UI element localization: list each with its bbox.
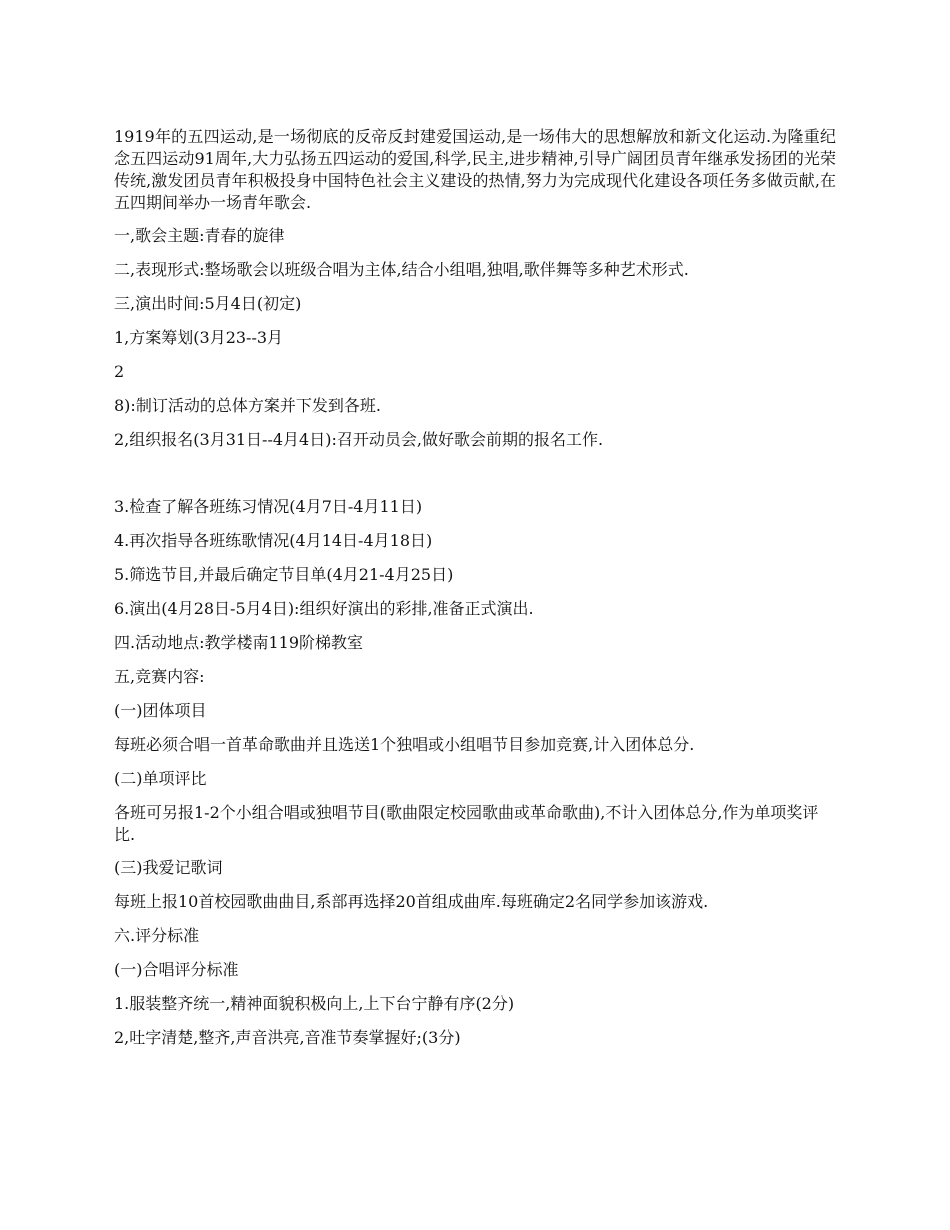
schedule-step-4: 4.再次指导各班练歌情况(4月14日-4月18日)	[114, 531, 433, 550]
schedule-step-1-part-b: 2	[114, 362, 125, 381]
schedule-step-1-part-c: 8):制订活动的总体方案并下发到各班.	[114, 396, 381, 415]
single-item-heading: (二)单项评比	[114, 769, 207, 788]
group-item-heading: (一)团体项目	[114, 701, 207, 720]
document-body	[114, 126, 836, 1061]
criteria-heading: 六.评分标准	[114, 926, 200, 945]
schedule-step-3: 3.检查了解各班练习情况(4月7日-4月11日)	[114, 497, 423, 516]
schedule-step-1-part-a: 1,方案筹划(3月23--3月	[114, 328, 284, 347]
chorus-criteria-1: 1.服装整齐统一,精神面貌积极向上,上下台宁静有序(2分)	[114, 994, 515, 1013]
lyrics-item-heading: (三)我爱记歌词	[114, 858, 223, 877]
single-item-text: 各班可另报1-2个小组合唱或独唱节目(歌曲限定校园歌曲或革命歌曲),不计入团体总分,作为单项奖评比.	[114, 803, 819, 844]
chorus-criteria-heading: (一)合唱评分标准	[114, 960, 239, 979]
schedule-step-5: 5.筛选节目,并最后确定节目单(4月21-4月25日)	[114, 565, 454, 584]
theme-line: 一,歌会主题:青春的旋律	[114, 226, 285, 245]
chorus-criteria-2: 2,吐字清楚,整齐,声音洪亮,音准节奏掌握好;(3分)	[114, 1028, 461, 1047]
form-line: 二,表现形式:整场歌会以班级合唱为主体,结合小组唱,独唱,歌伴舞等多种艺术形式.	[114, 260, 689, 279]
schedule-step-6: 6.演出(4月28日-5月4日):组织好演出的彩排,准备正式演出.	[114, 599, 534, 618]
intro-paragraph: 1919年的五四运动,是一场彻底的反帝反封建爱国运动,是一场伟大的思想解放和新文化运动.为隆重纪念五四运动91周年,大力弘扬五四运动的爱国,科学,民主,进步精神,引导广阔团员青年继承发扬团的光荣传统,激发团员青年积极投身中国特色社会主义建设的热情,努力为完成现代化建设各项任务多做贡献,在五四期间举办一场青年歌会.	[114, 127, 836, 212]
group-item-text: 每班必须合唱一首革命歌曲并且选送1个独唱或小组唱节目参加竞赛,计入团体总分.	[114, 735, 695, 754]
contest-heading: 五,竞赛内容:	[114, 667, 205, 686]
time-line: 三,演出时间:5月4日(初定)	[114, 294, 302, 313]
schedule-step-2: 2,组织报名(3月31日--4月4日):召开动员会,做好歌会前期的报名工作.	[114, 430, 604, 449]
venue-line: 四.活动地点:教学楼南119阶梯教室	[114, 633, 364, 652]
lyrics-item-text: 每班上报10首校园歌曲曲目,系部再选择20首组成曲库.每班确定2名同学参加该游戏.	[114, 892, 709, 911]
